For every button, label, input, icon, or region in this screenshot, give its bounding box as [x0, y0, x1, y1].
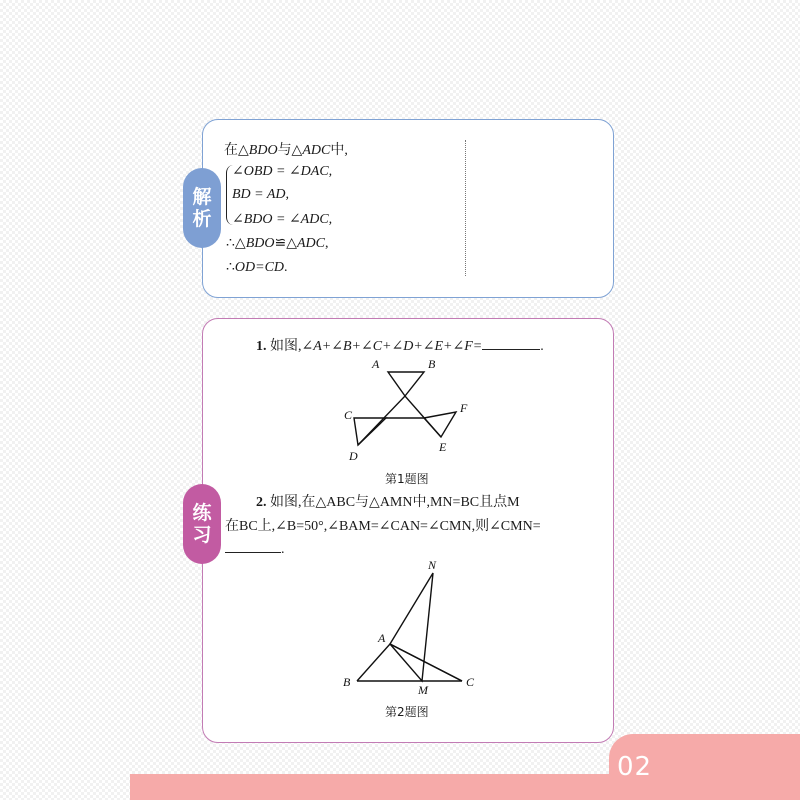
text-segment: . — [540, 339, 544, 354]
triangle-amn — [390, 573, 433, 681]
question-number: 1. — [256, 339, 267, 354]
text-segment: , — [324, 236, 329, 251]
triangle-top — [388, 372, 424, 396]
label-A2: A — [378, 631, 386, 645]
therefore-symbol: ∴△ — [226, 236, 246, 251]
condition-2: BD = AD, — [232, 187, 290, 202]
text-segment: 中, — [330, 143, 348, 158]
text-segment: 与△ — [277, 143, 303, 158]
label-F: F — [460, 401, 468, 415]
label-E: E — [439, 440, 447, 454]
text-segment: 在△ — [224, 143, 249, 158]
question-2-line-3 — [225, 540, 285, 558]
text-segment: . — [281, 542, 285, 557]
question-text: 如图,在△ABC与△AMN中,MN=BC且点M — [270, 495, 520, 510]
page-number: 02 — [617, 752, 653, 782]
exercise-badge-char-1: 练 — [192, 502, 212, 524]
congruent-symbol: ≌△ — [274, 236, 297, 251]
exercise-badge-char-2: 习 — [192, 524, 212, 546]
analysis-badge-char-2: 析 — [192, 208, 212, 230]
question-expression: ∠A+∠B+∠C+∠D+∠E+∠F= — [301, 339, 483, 354]
label-M: M — [418, 683, 428, 697]
condition-3: ∠BDO = ∠ADC, — [232, 212, 333, 227]
therefore-symbol: ∴ — [226, 260, 235, 275]
triangle-right — [424, 412, 456, 437]
answer-blank[interactable] — [225, 540, 281, 553]
crossing-lines — [358, 396, 441, 445]
label-C2: C — [466, 675, 475, 689]
triangle-abc — [357, 644, 462, 681]
label-D: D — [349, 449, 358, 463]
label-B: B — [428, 357, 436, 371]
analysis-badge-char-1: 解 — [192, 186, 212, 208]
label-C: C — [344, 408, 353, 422]
text-segment: . — [284, 260, 288, 275]
figure-2-caption: 第2题图 — [385, 705, 429, 719]
condition-1: ∠OBD = ∠DAC, — [232, 164, 333, 179]
question-2-line-1 — [256, 491, 520, 511]
label-B2: B — [343, 675, 351, 689]
triangle-bdo: BDO — [248, 143, 278, 158]
label-N: N — [428, 558, 437, 572]
triangle-adc: ADC — [302, 143, 331, 158]
question-number: 2. — [256, 495, 267, 510]
question-text: 如图, — [270, 339, 302, 354]
equation: OD=CD — [234, 260, 285, 275]
triangle-bdo: BDO — [245, 236, 275, 251]
question-2-line-2: 在BC上,∠B=50°,∠BAM=∠CAN=∠CMN,则∠CMN= — [225, 519, 541, 534]
segment-ac — [390, 644, 462, 681]
figure-1-caption: 第1题图 — [385, 472, 429, 486]
triangle-adc: ADC — [296, 236, 325, 251]
label-A: A — [372, 357, 380, 371]
